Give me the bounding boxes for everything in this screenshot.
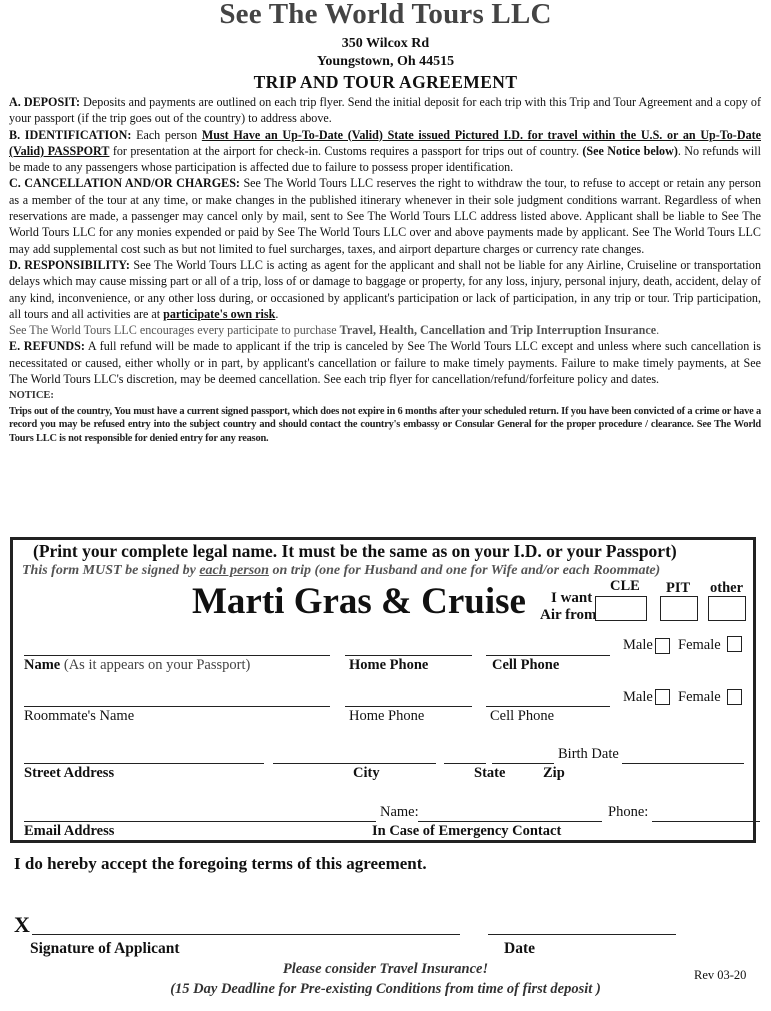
emergency-name-label: Name: [380, 804, 419, 820]
deposit-text: Deposits and payments are outlined on each trip flyer. Send the initial deposit for each trip with this Trip and Tour Agreement and a copy of your passport (if the trip goes out of the country) to address above. [9, 95, 761, 126]
company-city: Youngstown, Oh 44515 [316, 54, 455, 69]
notice-label: NOTICE: [9, 390, 54, 402]
refunds-paragraph [9, 338, 761, 387]
female-label: Female [678, 637, 721, 653]
want-air-label-1: I want [551, 590, 593, 606]
see-notice-text: (See Notice below) [582, 143, 678, 158]
identification-paragraph [9, 127, 761, 176]
want-air-label-2: Air from [540, 607, 597, 623]
roommate-name-label: Roommate's Name [24, 708, 135, 724]
insurance-text-b: . [656, 323, 660, 338]
airport-label-other: other [710, 580, 744, 596]
roommate-female-label: Female [678, 689, 721, 705]
zip-field[interactable] [492, 763, 554, 764]
sign-instruction-each-person: each person [199, 563, 269, 578]
roommate-cell-phone-field[interactable] [486, 706, 610, 707]
identification-emphasis: Must Have an Up-To-Date (Valid) State issued Pictured I.D. for travel within the U.S. or an Up-To-Date (Valid) PASSPORT [9, 127, 762, 158]
name-label [24, 657, 250, 674]
zip-label: Zip [543, 765, 565, 781]
identification-text-b: for presentation at the airport for check-in. Customs requires a passport for trips out of country. [109, 143, 583, 158]
cell-phone-label: Cell Phone [492, 657, 560, 673]
name-label-note: (As it appears on your Passport) [60, 657, 251, 673]
name-label-bold: Name [24, 657, 61, 673]
signature-x-mark: X [14, 912, 30, 937]
refunds-text: A full refund will be made to applicant if the trip is canceled by See The World Tours LLC except and unless where such cancellation is necessitated or caused, either wholly or in part, by applicant's cancellation or failure to make timely payments. Failure to make timely payments, at See The World Tours LLC's discretion, may be deemed cancellation. See each trip flyer for cancellation/refund/forfeiture policy and dates. [9, 339, 761, 387]
trip-title: Marti Gras & Cruise [192, 581, 526, 622]
home-phone-field[interactable] [345, 655, 472, 656]
deposit-heading: A. DEPOSIT: [9, 95, 81, 109]
city-label: City [353, 765, 380, 781]
responsibility-paragraph [9, 257, 761, 322]
signature-field[interactable] [32, 934, 460, 935]
company-street: 350 Wilcox Rd [341, 36, 430, 51]
emergency-phone-label: Phone: [608, 804, 649, 820]
cancellation-paragraph [9, 175, 761, 256]
street-address-field[interactable] [24, 763, 264, 764]
responsibility-text-a: See The World Tours LLC is acting as agent for the applicant and shall not be liable for any Airline, Cruiseline or transportation delays which may cause missing part or all of a trip, loss of or damage to baggage or property, for any loss, injury, personal injury, death, accident, delay of any kind, inconvenience, or any other loss during, or occasioned by applicant's participation or lack of participation, in any trip or tour. Trip participation, all tours and all activities are at [9, 257, 762, 321]
sign-instruction-a: This form MUST be signed by [22, 563, 200, 578]
state-label: State [474, 765, 506, 781]
identification-text-a: Each person [131, 127, 202, 142]
deposit-paragraph [9, 94, 761, 127]
signature-label: Signature of Applicant [30, 940, 180, 957]
male-label: Male [623, 637, 653, 653]
print-instruction: (Print your complete legal name. It must be the same as on your I.D. or your Passport) [33, 541, 677, 561]
responsibility-emphasis: participate's own risk [163, 306, 276, 321]
sign-instruction [22, 563, 660, 579]
terms-section [9, 94, 761, 445]
insurance-emphasis: Travel, Health, Cancellation and Trip Interruption Insurance [339, 323, 657, 338]
roommate-cell-phone-label: Cell Phone [490, 708, 555, 724]
email-address-label: Email Address [24, 823, 115, 839]
identification-text-c: . No refunds will be made to any passengers whose participation is affected due to failure to possess proper identification. [9, 143, 761, 175]
airport-label-cle: CLE [610, 578, 640, 594]
state-field[interactable] [444, 763, 486, 764]
emergency-name-field[interactable] [418, 821, 602, 822]
roommate-female-checkbox[interactable] [727, 689, 742, 705]
female-checkbox[interactable] [727, 636, 742, 652]
emergency-contact-label: In Case of Emergency Contact [372, 823, 562, 839]
birth-date-label: Birth Date [558, 746, 619, 762]
cancellation-text: See The World Tours LLC reserves the right to withdraw the tour, to refuse to accept or retain any person as a member of the tour at any time, or make changes in the published itinerary whenever in their sole judgment conditions warrant. Regardless of when reservations are made, a passenger may cancel only by mail, sent to See The World Tours LLC address listed above. Applicant shall be liable to See The World Tours LLC for any monies expended or paid by See The World Tours LLC over and above payments made by applicant. See The World Tours LLC may add supplemental cost such as but not limited to fuel surcharges, taxes, and airport departure charges or currency rate changes. [9, 176, 761, 256]
refunds-heading: E. REFUNDS: [9, 339, 85, 354]
street-address-label: Street Address [24, 765, 115, 781]
cancellation-heading: C. CANCELLATION AND/OR CHARGES: [9, 176, 240, 191]
date-label: Date [504, 940, 535, 957]
birth-date-field[interactable] [622, 763, 744, 764]
roommate-home-phone-label: Home Phone [349, 708, 425, 724]
emergency-phone-field[interactable] [652, 821, 760, 822]
responsibility-text-b: . [275, 306, 279, 321]
date-field[interactable] [488, 934, 676, 935]
male-checkbox[interactable] [655, 638, 670, 654]
insurance-note: Please consider Travel Insurance! [282, 961, 489, 977]
responsibility-heading: D. RESPONSIBILITY: [9, 257, 130, 272]
company-name: See The World Tours LLC [219, 0, 552, 30]
airport-label-pit: PIT [666, 580, 691, 596]
insurance-paragraph [9, 322, 761, 338]
roommate-male-label: Male [623, 689, 653, 705]
name-field[interactable] [24, 655, 330, 656]
roommate-home-phone-field[interactable] [345, 706, 472, 707]
airport-checkbox-other[interactable] [708, 596, 746, 621]
roommate-name-field[interactable] [24, 706, 330, 707]
city-field[interactable] [273, 763, 436, 764]
notice-text: Trips out of the country, You must have a current signed passport, which does not expire in 6 months after your scheduled return. If you have been convicted of a crime or have a record you may be refused entry into the subject country and should contact the country's embassy or Consular General for the proper procedure / clearance. See The World Tours LLC is not responsible for denied entry for any reason. [9, 405, 761, 444]
deadline-note: (15 Day Deadline for Pre-existing Conditions from time of first deposit ) [170, 981, 601, 997]
identification-heading: B. IDENTIFICATION: [9, 127, 132, 142]
sign-instruction-c: on trip (one for Husband and one for Wife and/or each Roommate) [268, 563, 661, 578]
cell-phone-field[interactable] [486, 655, 610, 656]
airport-checkbox-pit[interactable] [660, 596, 698, 621]
accept-statement: I do hereby accept the foregoing terms of this agreement. [14, 854, 427, 873]
roommate-male-checkbox[interactable] [655, 689, 670, 705]
insurance-text: See The World Tours LLC encourages every participate to purchase [9, 323, 340, 338]
airport-checkbox-cle[interactable] [595, 596, 647, 621]
document-title: TRIP AND TOUR AGREEMENT [253, 72, 518, 92]
email-field[interactable] [24, 821, 376, 822]
home-phone-label: Home Phone [349, 657, 429, 673]
revision-label: Rev 03-20 [694, 968, 747, 982]
